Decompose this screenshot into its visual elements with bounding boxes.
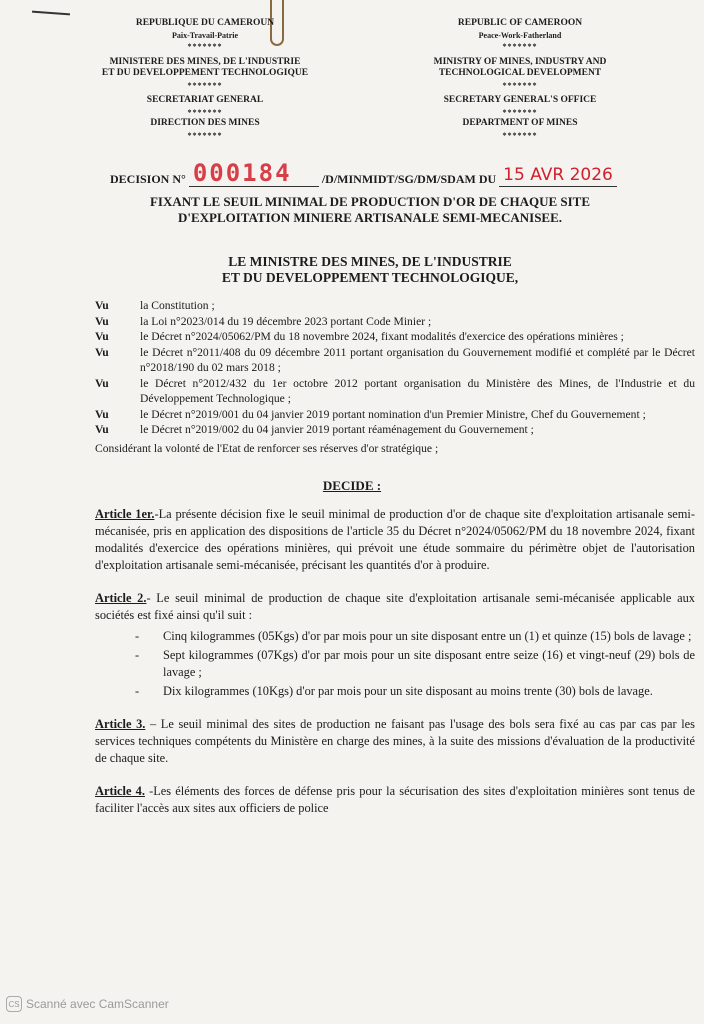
stars: ******* [187,107,223,117]
stars: ******* [502,42,538,51]
vu-text: la Constitution ; [140,299,215,312]
article-label: Article 2. [95,591,147,605]
article-3 [95,716,695,767]
camscanner-watermark [6,996,169,1012]
article-2 [95,590,695,700]
article-label: Article 1er. [95,507,155,521]
vu-item [95,376,695,407]
motto-fr: Paix-Travail-Patrie [171,30,239,40]
vu-item [95,298,695,314]
minister-title-2: ET DU DEVELOPPEMENT TECHNOLOGIQUE, [221,270,519,285]
ministry-en: MINISTRY OF MINES, INDUSTRY AND [433,56,607,67]
header-en [390,18,650,141]
vu-item [95,345,695,376]
article-text: -La présente décision fixe le seuil minimal de production d'or de chaque site d'exploitation artisanale semi-mécanisée, pris en application des dispositions de l'article 35 du Décret n°2024/05062/PM du 18 novembre 2024, fixant modalités d'exercice des opérations minières, qui prévoit une étude sommaire du périmètre objet de l'autorisation d'exploitation artisanale semi-mécanisée, précisant les quantités d'or à produire. [95,507,695,572]
camscanner-logo-icon: CS [6,996,22,1012]
vu-text: le Décret n°2019/002 du 04 janvier 2019 portant réaménagement du Gouvernement ; [140,423,534,436]
threshold-list [135,628,695,700]
dash: - [135,648,140,662]
sg-en: SECRETARY GENERAL'S OFFICE [443,95,597,105]
ministry-fr-2: ET DU DEVELOPPEMENT TECHNOLOGIQUE [101,68,309,78]
decision-title-2: D'EXPLOITATION MINIERE ARTISANALE SEMI-MECANISEE. [177,210,563,225]
list-item-text: Dix kilogrammes (10Kgs) d'or par mois pour un site disposant au moins trente (30) bols de lavage. [163,684,653,698]
list-item-text: Cinq kilogrammes (05Kgs) d'or par mois pour un site disposant entre un (1) et quinze (15) bols de lavage ; [163,629,692,643]
vu-text: le Décret n°2019/001 du 04 janvier 2019 portant nomination d'un Premier Ministre, Chef du Gouvernement ; [140,407,646,421]
decision-reference: /D/MINMIDT/SG/DM/SDAM DU [321,172,497,186]
dept-en: DEPARTMENT OF MINES [462,118,578,128]
ministry-fr: MINISTERE DES MINES, DE L'INDUSTRIE [109,56,301,67]
minister-title: LE MINISTRE DES MINES, DE L'INDUSTRIE [228,254,512,269]
list-item [135,683,695,700]
stars: ******* [187,130,223,140]
vu-list [95,298,695,456]
document-body [95,298,695,833]
article-label: Article 4. [95,784,145,798]
list-item-text: Sept kilogrammes (07Kgs) d'or par mois pour un site disposant entre seize (16) et vingt-neuf (29) bols de lavage ; [163,648,695,679]
article-1 [95,506,695,574]
considerant: Considérant la volonté de l'Etat de renforcer ses réserves d'or stratégique ; [95,441,439,455]
pen-mark [32,11,70,16]
country-fr: REPUBLIQUE DU CAMEROUN [135,18,275,28]
decide-heading: DECIDE : [322,478,382,493]
article-label: Article 3. [95,717,146,731]
decision-line [110,160,690,187]
dash: - [135,629,140,643]
vu-text: le Décret n°2011/408 du 09 décembre 2011 portant organisation du Gouvernement modifié et complété par le Décret n°2018/190 du 02 mars 2018 ; [140,345,695,374]
vu-label: Vu [95,330,109,343]
stars: ******* [502,107,538,117]
article-text: -Les éléments des forces de défense pris pour la sécurisation des sites d'exploitation minières sont tenus de faciliter l'accès aux sites aux officiers de police [95,784,695,815]
ministry-en-2: TECHNOLOGICAL DEVELOPMENT [438,68,602,78]
stars: ******* [502,130,538,140]
decision-prefix: DECISION N° [110,172,186,186]
vu-text: le Décret n°2012/432 du 1er octobre 2012 portant organisation du Ministère des Mines, de l'Industrie et du Développement Technologique ; [140,376,695,405]
vu-item [95,329,695,345]
sg-fr: SECRETARIAT GENERAL [146,95,264,105]
stars: ******* [187,42,223,51]
watermark-text: Scanné avec CamScanner [26,997,169,1011]
decision-title: FIXANT LE SEUIL MINIMAL DE PRODUCTION D'OR DE CHAQUE SITE [149,194,591,209]
article-text: – Le seuil minimal des sites de production ne faisant pas l'usage des bols sera fixé au cas par cas par les services techniques compétents du Ministère en charge des mines, à la suite des missions d'évaluation de la productivité de chaque site. [95,717,695,765]
decision-number-blank [189,160,319,187]
vu-label: Vu [95,407,109,421]
decision-number-stamp: 000184 [192,159,292,187]
vu-label: Vu [95,345,109,359]
vu-label: Vu [95,314,109,328]
country-en: REPUBLIC OF CAMEROON [457,18,583,28]
vu-text: la Loi n°2023/014 du 19 décembre 2023 portant Code Minier ; [140,314,432,328]
vu-label: Vu [95,376,109,390]
list-item [135,628,695,645]
decision-date-blank [499,164,617,187]
dash: - [135,684,140,698]
article-text: - Le seuil minimal de production de chaque site d'exploitation artisanale semi-mécanisée applicable aux sociétés est fixé ainsi qu'il suit : [95,591,695,622]
vu-text: le Décret n°2024/05062/PM du 18 novembre 2024, fixant modalités d'exercice des opérations minières ; [140,330,624,343]
date-stamp: 15 AVR 2026 [503,165,613,185]
vu-label: Vu [95,423,109,436]
motto-en: Peace-Work-Fatherland [478,30,562,40]
vu-item [95,314,695,330]
stars: ******* [187,80,223,90]
article-4 [95,783,695,817]
vu-item [95,407,695,423]
vu-label: Vu [95,299,109,312]
stars: ******* [502,80,538,90]
dept-fr: DIRECTION DES MINES [150,118,260,128]
vu-item [95,422,695,438]
header-fr [75,18,335,141]
list-item [135,647,695,681]
